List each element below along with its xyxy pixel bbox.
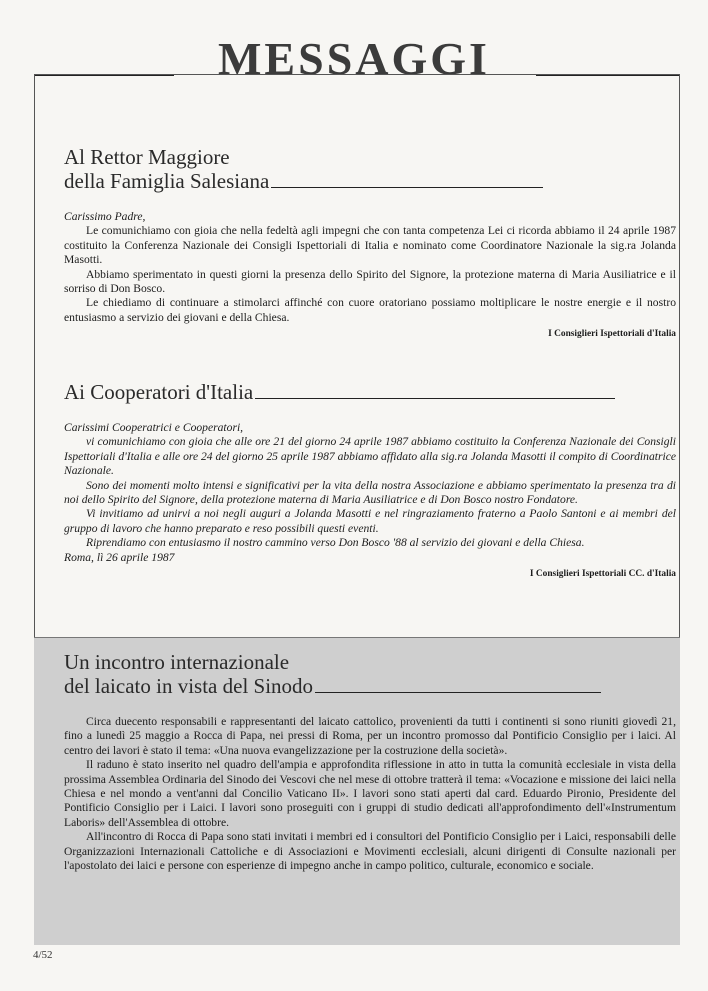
letter2-paragraph-2: Sono dei momenti molto intensi e significativi per la vita della nostra Associazione e abbiamo sperimentato la presenza tra di noi dello Spirito del Signore, della protezione materna di Maria Ausiliatrice e di Don Bosco nostro Fondatore. [64,478,676,507]
letter2-salutation: Carissimi Cooperatrici e Cooperatori, [64,421,244,434]
article-heading [64,650,676,698]
letter1-paragraph-3: Le chiediamo di continuare a stimolarci affinché con cuore oratoriano possiamo moltiplicare le nostre energie e il nostro entusiasmo a servizio dei giovani e della Chiesa. [64,296,676,324]
letter1-signature: I Consiglieri Ispettoriali d'Italia [548,329,676,340]
letter2-heading [64,380,676,404]
letter2-dateline: Roma, lì 26 aprile 1987 [64,550,175,564]
letter1-heading-line2: della Famiglia Salesiana [64,169,270,193]
letter2-heading-text: Ai Cooperatori d'Italia [64,380,254,404]
article-heading-line1: Un incontro internazionale [64,650,290,674]
article-sinodo [64,650,676,873]
letter-cooperatori [64,380,676,579]
letter1-heading-line1: Al Rettor Maggiore [64,145,230,169]
letter-rettor-maggiore [64,145,676,339]
letter2-signature: I Consiglieri Ispettoriali CC. d'Italia [529,569,676,580]
article-paragraph-2: Il raduno è stato inserito nel quadro dell'ampia e approfondita riflessione in atto in tutta la comunità ecclesiale in vista della prossima Assemblea Ordinaria del Sinodo dei Vescovi che nel mese di ottobre tratterà il tema: «Vocazione e missione dei laici nella Chiesa e nel mondo a vent'anni dal Concilio Vaticano II». I lavori sono stati aperti dal card. Eduardo Pironio, Presidente del Pontificio Consiglio per i Laici. I lavori sono proseguiti con i gruppi di studio dedicati all'approfondimento dell'«Instrumentum Laboris» dell'Assemblea di ottobre. [64,758,676,829]
heading-rule [271,187,543,188]
letter2-paragraph-4: Riprendiamo con entusiasmo il nostro cammino verso Don Bosco '88 al servizio dei giovani e della Chiesa. [86,536,585,550]
article-heading-line2: del laicato in vista del Sinodo [64,674,314,698]
letter1-heading [64,145,676,193]
heading-rule [315,692,601,693]
letter2-paragraph-1: vi comunichiamo con gioia che alle ore 21 del giorno 24 aprile 1987 abbiamo costituito la Conferenza Nazionale dei Consigli Ispettoriali d'Italia e alle ore 24 del giorno 25 aprile 1987 abbiamo affidato alla sig.ra Jolanda Masotti il compito di Coordinatrice Nazionale. [64,435,676,478]
masthead-title: MESSAGGI [218,33,490,84]
article-paragraph-3: All'incontro di Rocca di Papa sono stati invitati i membri ed i consultori del Pontificio Consiglio per i Laici, responsabili delle Organizzazioni Internazionali Cattoliche e di Associazioni e Movimenti ecclesiali, alcuni dirigenti di Consulte nazionali per l'apostolato dei laici e persone con esperienze di impegno anche in campo politico, culturale, economico e sociale. [64,830,676,873]
page-number: 4/52 [33,949,53,961]
letter1-paragraph-2: Abbiamo sperimentato in questi giorni la presenza dello Spirito del Signore, la protezione materna di Maria Ausiliatrice e il sorriso di Don Bosco. [64,267,676,296]
letter1-paragraph-1: Le comunichiamo con gioia che nella fedeltà agli impegni che con tanta competenza Lei ci ricorda abbiamo il 24 aprile 1987 costituito la Conferenza Nazionale dei Consigli Ispettoriali di Italia e nominato come Coordinatore Nazionale la sig.ra Jolanda Masotti. [64,224,676,267]
heading-rule [255,398,615,399]
letter2-paragraph-3: Vi invitiamo ad unirvi a noi negli auguri a Jolanda Masotti e nel ringraziamento fraterno a Paolo Santoni e ai membri del gruppo di lavoro che hanno preparato e reso possibili questi eventi. [64,507,676,535]
article-paragraph-1: Circa duecento responsabili e rappresentanti del laicato cattolico, provenienti da tutti i continenti si sono riuniti giovedì 21, fino a lunedì 25 maggio a Rocca di Papa, nei pressi di Roma, per un incontro promosso dal Pontificio Consiglio per i laici. Al centro dei lavori è stato il tema: «Una nuova evangelizzazione per la costruzione della società». [64,715,676,757]
letter1-salutation: Carissimo Padre, [64,210,146,223]
